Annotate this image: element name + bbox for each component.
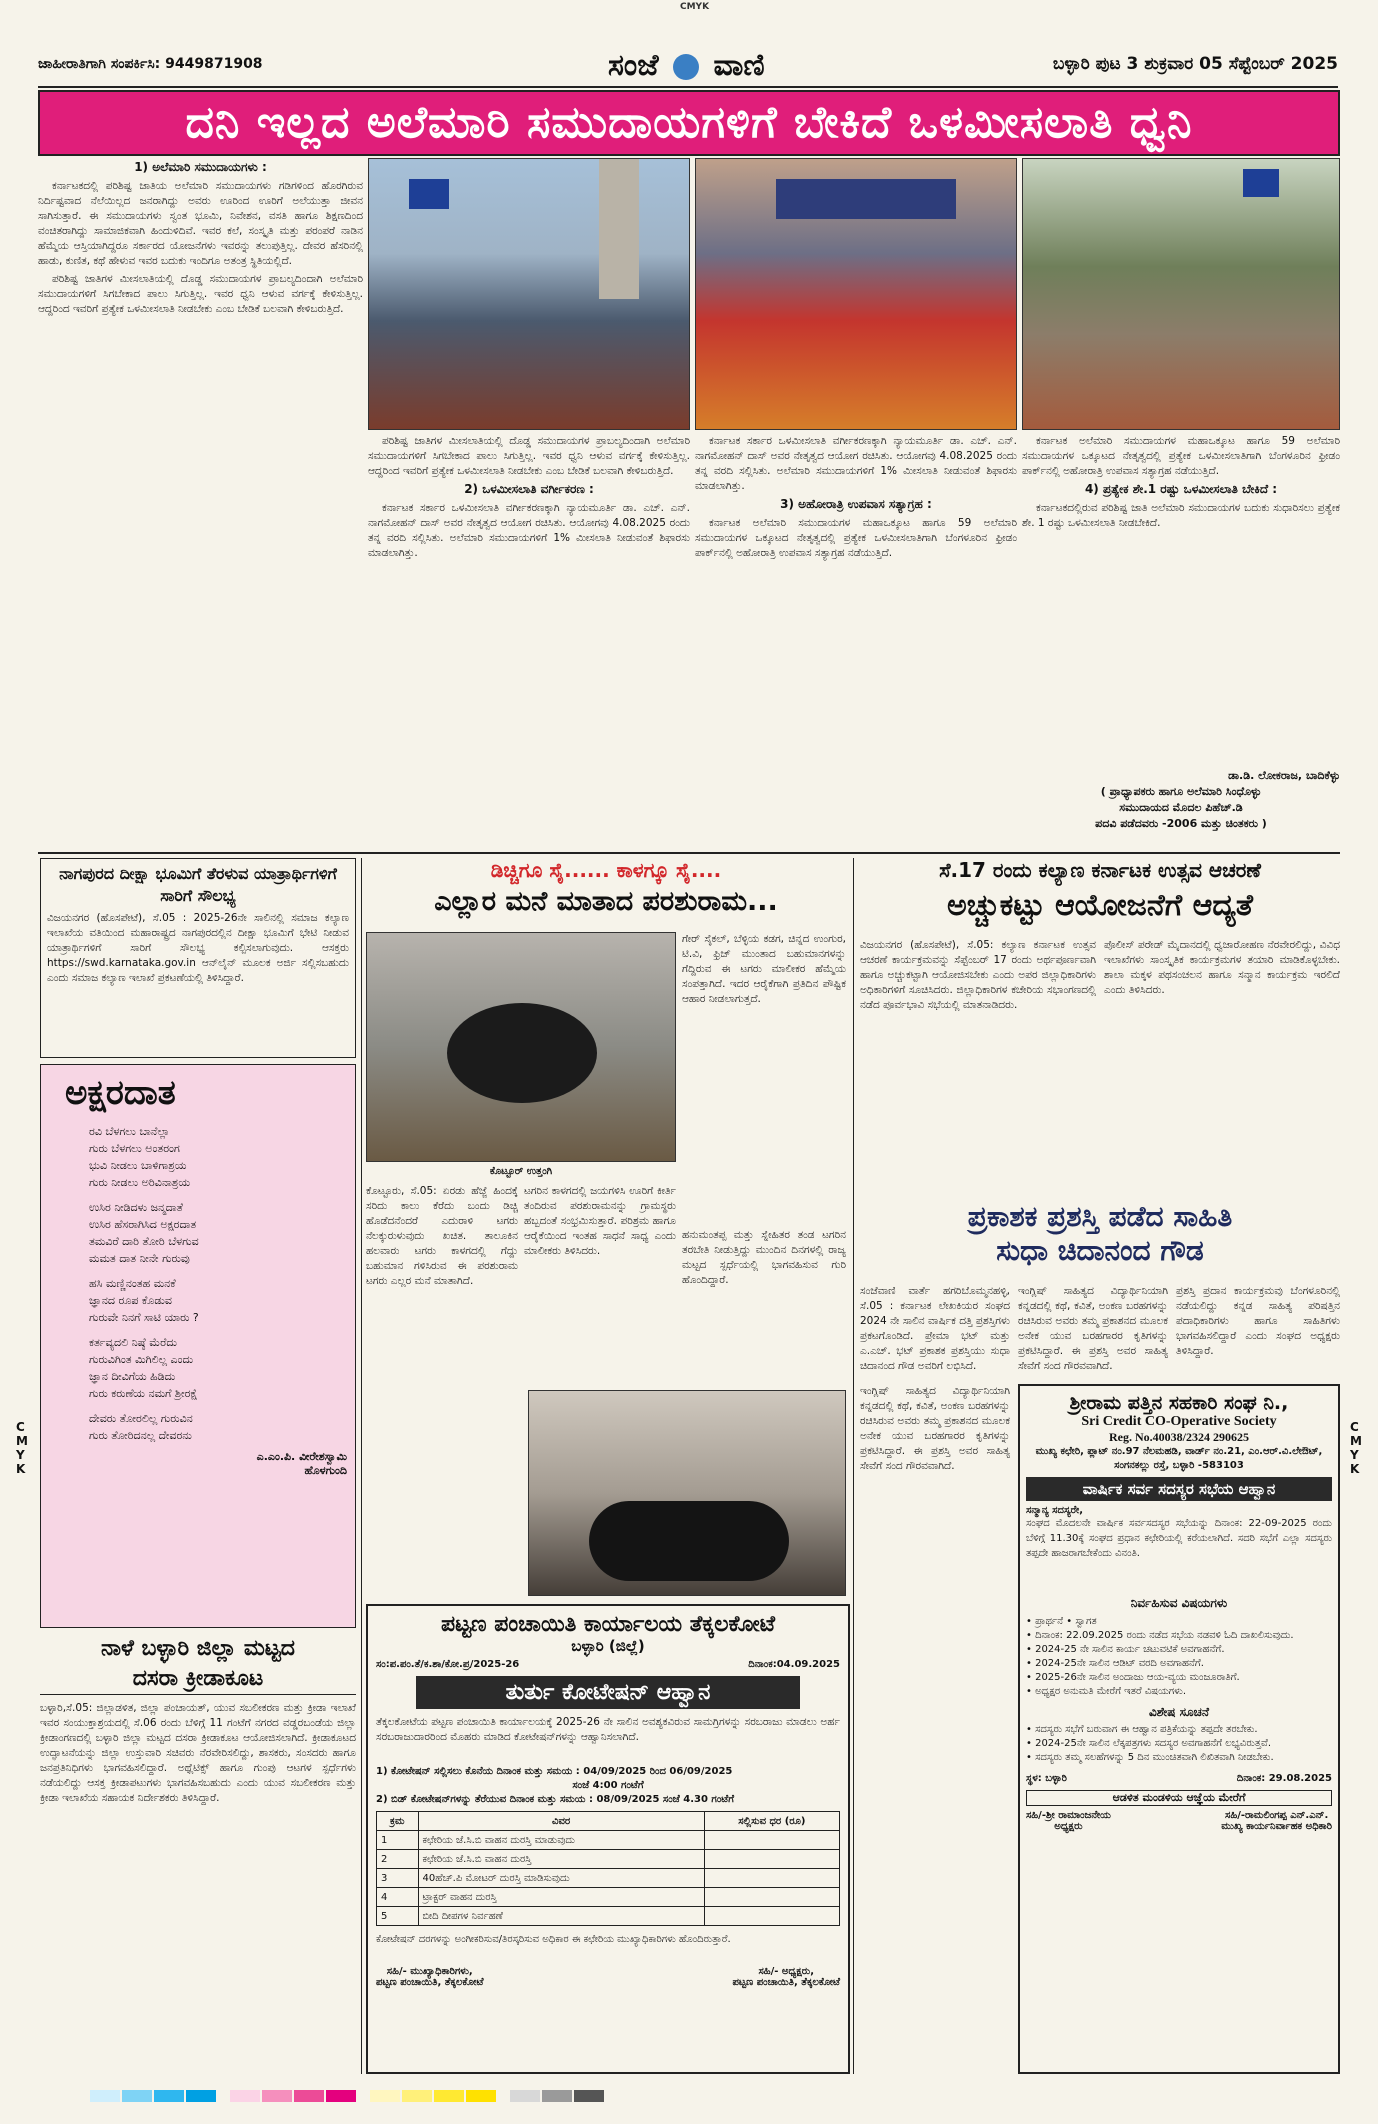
coop-notice	[1018, 1384, 1340, 2074]
tender-ref: ಸಂ:ಪ.ಪಂ.ತೆ/ಕ.ಶಾ/ಕೋ.ಪ್ರ/2025-26	[376, 1659, 520, 1670]
color-bar	[434, 2090, 464, 2102]
sudha-headline-1: ಪ್ರಕಾಶಕ ಪ್ರಶಸ್ತಿ ಪಡೆದ ಸಾಹಿತಿ	[967, 1200, 1233, 1233]
lead-author-role-3: ಪದವಿ ಪಡೆದವರು -2006 ಮತ್ತು ಚಿಂತಕರು )	[1095, 817, 1267, 830]
tender-sign-1: ಸಹಿ/- ಮುಖ್ಯಾಧಿಕಾರಿಗಳು,	[386, 1966, 473, 1977]
ram-icon	[589, 1501, 789, 1581]
masthead-left: ಸಂಜೆ	[608, 48, 659, 83]
table-cell	[704, 1869, 839, 1888]
kalyana-kicker: ಸೆ.17 ರಂದು ಕಲ್ಯಾಣ ಕರ್ನಾಟಕ ಉತ್ಸವ ಆಚರಣೆ	[939, 858, 1261, 882]
lead-photo-3	[1022, 158, 1340, 430]
table-row	[377, 1869, 840, 1888]
color-bar	[510, 2090, 540, 2102]
cmyk-mark-right	[1350, 1420, 1362, 1476]
ram-kicker: ಡಿಚ್ಚಿಗೂ ಸೈ...... ಕಾಳಗ್ಕೂ ಸೈ....	[490, 858, 722, 882]
list-item: • 2024-25ನೇ ಸಾಲಿನ ಆಡಿಟ್ ವರದಿ ಅವಗಾಹನೆಗೆ.	[1026, 1658, 1204, 1669]
ram-col-right: ಗೇರ್ ಸೈಕಲ್, ಬೆಳ್ಳಿಯ ಕಡಗ, ಚಿನ್ನದ ಉಂಗುರ, ಟಿ.ವಿ, ಫ್ರಿಜ್ ಮುಂತಾದ ಬಹುಮಾನಗಳನ್ನು ಗೆದ್ದಿರುವ ಈ ಟಗರು ಮಾಲೀಕರ ಹೆಮ್ಮೆಯ ಸಂಪತ್ತಾಗಿದೆ. ಇದರ ಆರೈಕೆಗಾಗಿ ಪ್ರತಿದಿನ ಪೌಷ್ಟಿಕ ಆಹಾರ ನೀಡಲಾಗುತ್ತದೆ.	[682, 933, 846, 1005]
poem-line: ದೇವರು ತೋರಲಿಲ್ಲ ಗುರುವಿನ	[89, 1412, 193, 1425]
ram-group-photo	[528, 1390, 846, 1596]
kalyana-col-2: ಪೊಲೀಸ್ ಪರೇಡ್ ಮೈದಾನದಲ್ಲಿ ಧ್ವಜಾರೋಹಣ ನೆರವೇರಲಿದ್ದು, ವಿವಿಧ ಇಲಾಖೆಗಳು ಸಾಂಸ್ಕೃತಿಕ ಕಾರ್ಯಕ್ರಮಗಳ ತಯಾರಿ ಮಾಡಿಕೊಳ್ಳಬೇಕು. ಶಾಲಾ ಮಕ್ಕಳ ಪಥಸಂಚಲನ ಹಾಗೂ ಸನ್ಮಾನ ಕಾರ್ಯಕ್ರಮ ಇರಲಿದೆ ಎಂದು ತಿಳಿಸಿದರು.	[1104, 939, 1340, 996]
list-item: • 2024-25 ನೇ ಸಾಲಿನ ಕಾರ್ಯ ಚಟುವಟಿಕೆ ಅವಗಾಹನೆಗೆ.	[1026, 1644, 1225, 1655]
sudha-article	[860, 1200, 1340, 1380]
ram-photo-caption: ಕೊಟ್ಟೂರ್ ಉತ್ತಂಗಿ	[489, 1166, 553, 1177]
ram-article	[366, 858, 846, 1458]
poem-lines	[49, 1123, 347, 1444]
cmyk-letter: Y	[16, 1448, 25, 1462]
table-cell: 40ಹೆಚ್.ಪಿ ಮೋಟರ್ ದುರಸ್ತಿ ಮಾಡಿಸುವುದು	[418, 1869, 704, 1888]
clock-tower-icon	[599, 159, 639, 299]
tender-col-header: ಕ್ರಮ	[377, 1812, 419, 1831]
poem-line: ಉಸಿರ ಹೆಸರಾಗಿಸಿದ ಅಕ್ಷರದಾತ	[89, 1218, 197, 1231]
tender-district: ಬಳ್ಳಾರಿ (ಜಿಲ್ಲೆ)	[571, 1637, 645, 1655]
color-bar	[542, 2090, 572, 2102]
list-item: • ಸದಸ್ಯರು ಸಭೆಗೆ ಬರುವಾಗ ಈ ಆಹ್ವಾನ ಪತ್ರಿಕೆಯನ್ನು ತಪ್ಪದೇ ತರಬೇಕು.	[1026, 1724, 1258, 1735]
tender-col-header: ಸಲ್ಲಿಸುವ ಧರ (ರೂ)	[704, 1812, 839, 1831]
tender-foot: ಕೋಟೇಷನ್ ದರಗಳನ್ನು ಅಂಗೀಕರಿಸುವ/ತಿರಸ್ಕರಿಸುವ ಅಧಿಕಾರ ಈ ಕಛೇರಿಯ ಮುಖ್ಯಾಧಿಕಾರಿಗಳು ಹೊಂದಿರುತ್ತಾರೆ.	[376, 1934, 731, 1945]
lead-col-1	[38, 158, 363, 848]
tender-notice	[366, 1604, 850, 2074]
table-cell	[704, 1888, 839, 1907]
color-bar	[402, 2090, 432, 2102]
tender-date: ದಿನಾಂಕ:04.09.2025	[748, 1659, 840, 1670]
poem-line: ಗುರು ಬೆಳಗಲು ಅಂತರಂಗ	[89, 1142, 180, 1155]
coop-sign-2b: ಮುಖ್ಯ ಕಾರ್ಯನಿರ್ವಾಹಕ ಅಧಿಕಾರಿ	[1221, 1821, 1332, 1832]
lead-sub-3: 3) ಅಹೋರಾತ್ರಿ ಉಪವಾಸ ಸತ್ಯಾಗ್ರಹ :	[780, 497, 932, 511]
diksha-body: ವಿಜಯನಗರ (ಹೊಸಪೇಟೆ), ಸೆ.05 : 2025-26ನೇ ಸಾಲಿನಲ್ಲಿ ಸಮಾಜ ಕಲ್ಯಾಣ ಇಲಾಖೆಯ ವತಿಯಿಂದ ಮಹಾರಾಷ್ಟ್ರದ ನಾಗಪುರದಲ್ಲಿನ ದೀಕ್ಷಾ ಭೂಮಿಗೆ ಭೇಟಿ ನೀಡುವ ಯಾತ್ರಾರ್ಥಿಗಳಿಗೆ ಸಾರಿಗೆ ಸೌಲಭ್ಯ ಕಲ್ಪಿಸಲಾಗುವುದು. ಆಸಕ್ತರು https://swd.karnataka.gov.in ಆನ್‌ಲೈನ್ ಮೂಲಕ ಅರ್ಜಿ ಸಲ್ಲಿಸಬಹುದು ಎಂದು ಸಮಾಜ ಕಲ್ಯಾಣ ಇಲಾಖೆ ಪ್ರಕಟಣೆಯಲ್ಲಿ ತಿಳಿಸಿದ್ದಾರೆ.	[47, 912, 349, 984]
coop-sign-1b: ಅಧ್ಯಕ್ಷರು	[1054, 1821, 1083, 1832]
cmyk-mark-top: CMYK	[680, 2, 710, 12]
poem-line: ಹಸಿ ಮಣ್ಣಿನಂತಹ ಮನಕೆ	[89, 1277, 176, 1290]
tender-title: ಪಟ್ಟಣ ಪಂಚಾಯಿತಿ ಕಾರ್ಯಾಲಯ ತೆಕ್ಕಲಕೋಟೆ	[441, 1612, 775, 1637]
kalyana-col-1: ವಿಜಯನಗರ (ಹೊಸಪೇಟೆ), ಸೆ.05: ಕಲ್ಯಾಣ ಕರ್ನಾಟಕ ಉತ್ಸವ ಆಚರಣೆ ಕಾರ್ಯಕ್ರಮವನ್ನು ಸೆಪ್ಟೆಂಬರ್ 17 ರಂದು ಅರ್ಥಪೂರ್ಣವಾಗಿ ಹಾಗೂ ಅಚ್ಚುಕಟ್ಟಾಗಿ ಆಯೋಜಿಸಬೇಕು ಎಂದು ಅಪರ ಜಿಲ್ಲಾಧಿಕಾರಿಗಳು ಅಧಿಕಾರಿಗಳಿಗೆ ಸೂಚಿಸಿದರು. ಜಿಲ್ಲಾಧಿಕಾರಿಗಳ ಕಚೇರಿಯ ಸಭಾಂಗಣದಲ್ಲಿ ನಡೆದ ಪೂರ್ವಭಾವಿ ಸಭೆಯಲ್ಲಿ ಮಾತನಾಡಿದರು.	[860, 939, 1096, 1011]
sudha-col-2: ಇಂಗ್ಲಿಷ್ ಸಾಹಿತ್ಯದ ವಿದ್ಯಾರ್ಥಿನಿಯಾಗಿ ಕನ್ನಡದಲ್ಲಿ ಕಥೆ, ಕವಿತೆ, ಅಂಕಣ ಬರಹಗಳನ್ನು ರಚಿಸಿರುವ ಅವರು ತಮ್ಮ ಪ್ರಕಾಶನದ ಮೂಲಕ ಅನೇಕ ಯುವ ಬರಹಗಾರರ ಕೃತಿಗಳನ್ನು ಪ್ರಕಟಿಸಿದ್ದಾರೆ. ಈ ಪ್ರಶಸ್ತಿ ಅವರ ಸಾಹಿತ್ಯ ಸೇವೆಗೆ ಸಂದ ಗೌರವವಾಗಿದೆ.	[1018, 1285, 1168, 1372]
sudha-cont: ಇಂಗ್ಲಿಷ್ ಸಾಹಿತ್ಯದ ವಿದ್ಯಾರ್ಥಿನಿಯಾಗಿ ಕನ್ನಡದಲ್ಲಿ ಕಥೆ, ಕವಿತೆ, ಅಂಕಣ ಬರಹಗಳನ್ನು ರಚಿಸಿರುವ ಅವರು ತಮ್ಮ ಪ್ರಕಾಶನದ ಮೂಲಕ ಅನೇಕ ಯುವ ಬರಹಗಾರರ ಕೃತಿಗಳನ್ನು ಪ್ರಕಟಿಸಿದ್ದಾರೆ. ಈ ಪ್ರಶಸ್ತಿ ಅವರ ಸಾಹಿತ್ಯ ಸೇವೆಗೆ ಸಂದ ಗೌರವವಾಗಿದೆ.	[860, 1385, 1010, 1472]
flag-icon	[1243, 169, 1279, 197]
lead-col-3b-text: ಕರ್ನಾಟಕ ಸರ್ಕಾರ ಒಳಮೀಸಲಾತಿ ವರ್ಗೀಕರಣಕ್ಕಾಗಿ ನ್ಯಾಯಮೂರ್ತಿ ಡಾ. ಎಚ್. ಎನ್. ನಾಗಮೋಹನ್ ದಾಸ್ ಅವರ ನೇತೃತ್ವದ ಆಯೋಗ ರಚಿಸಿತು. ಆಯೋಗವು 4.08.2025 ರಂದು ತನ್ನ ವರದಿ ಸಲ್ಲಿಸಿತು. ಅಲೆಮಾರಿ ಸಮುದಾಯಗಳಿಗೆ 1% ಮೀಸಲಾತಿ ನೀಡುವಂತೆ ಶಿಫಾರಸು ಮಾಡಲಾಗಿತ್ತು.	[695, 435, 1017, 492]
tender-deadline-label: 1) ಕೋಟೇಷನ್ ಸಲ್ಲಿಸಲು ಕೊನೆಯ ದಿನಾಂಕ ಮತ್ತು ಸಮಯ	[376, 1766, 573, 1777]
lead-headline: ದನಿ ಇಲ್ಲದ ಅಲೆಮಾರಿ ಸಮುದಾಯಗಳಿಗೆ ಬೇಕಿದೆ ಒಳಮೀಸಲಾತಿ ಧ್ವನಿ	[38, 90, 1340, 156]
sudha-col-3: ಪ್ರಶಸ್ತಿ ಪ್ರದಾನ ಕಾರ್ಯಕ್ರಮವು ಬೆಂಗಳೂರಿನಲ್ಲಿ ನಡೆಯಲಿದ್ದು ಕನ್ನಡ ಸಾಹಿತ್ಯ ಪರಿಷತ್ತಿನ ಪದಾಧಿಕಾರಿಗಳು ಹಾಗೂ ಸಾಹಿತಿಗಳು ಭಾಗವಹಿಸಲಿದ್ದಾರೆ ಎಂದು ಸಂಘದ ಅಧ್ಯಕ್ಷರು ತಿಳಿಸಿದ್ದಾರೆ.	[1176, 1285, 1340, 1357]
masthead-logo-icon	[673, 54, 699, 80]
table-cell: 5	[377, 1907, 419, 1926]
list-item: • ದಿನಾಂಕ: 22.09.2025 ರಂದು ನಡೆದ ಸಭೆಯ ನಡವಳಿ ಓದಿ ದಾಖಲಿಸುವುದು.	[1026, 1630, 1294, 1641]
ram-headline: ಎಲ್ಲಾರ ಮನೆ ಮಾತಾದ ಪರಶುರಾಮ...	[434, 886, 778, 917]
lead-col-5-text: ಕರ್ನಾಟಕದಲ್ಲಿರುವ ಪರಿಶಿಷ್ಟ ಜಾತಿ ಅಲೆಮಾರಿ ಸಮುದಾಯಗಳ ಬದುಕು ಸುಧಾರಿಸಲು ಪ್ರತ್ಯೇಕ ಶೇ. 1 ರಷ್ಟು ಒಳಮೀಸಲಾತಿ ನೀಡಬೇಕಿದೆ.	[1022, 502, 1340, 529]
lead-author: ಡಾ.ಡಿ. ಲೋಕರಾಜ, ಬಾದಿಕೆಳ್ಳು	[1228, 769, 1340, 782]
sudha-col-1: ಸಂಜೆವಾಣಿ ವಾರ್ತೆ ಹಗರಿಬೊಮ್ಮನಹಳ್ಳಿ, ಸೆ.05 : ಕರ್ನಾಟಕ ಲೇಖಕಿಯರ ಸಂಘದ 2024 ನೇ ಸಾಲಿನ ವಾರ್ಷಿಕ ದತ್ತಿ ಪ್ರಶಸ್ತಿಗಳು ಪ್ರಕಟಗೊಂಡಿದೆ. ಪ್ರೇಮಾ ಭಟ್ ಮತ್ತು ಎ.ಎಚ್. ಭಟ್ ಪ್ರಕಾಶಕ ಪ್ರಶಸ್ತಿಯು ಸುಧಾ ಚಿದಾನಂದ ಗೌಡ ಅವರಿಗೆ ಲಭಿಸಿದೆ.	[860, 1285, 1010, 1372]
lead-col-4	[1022, 434, 1340, 764]
coop-address: ಮುಖ್ಯ ಕಛೇರಿ, ಪ್ಲಾಟ್ ನಂ.97 ನೆಲಮಹಡಿ, ವಾರ್ಡ್ ನಂ.21, ಎಂ.ಆರ್.ವಿ.ಲೇಔಟ್, ಸಂಗನಕಲ್ಲು ರಸ್ತೆ, ಬಳ್ಳಾರಿ -583103	[1035, 1446, 1323, 1471]
lead-photo-1	[368, 158, 690, 430]
coop-body: ಸಂಘದ ಮೊದಲನೇ ವಾರ್ಷಿಕ ಸರ್ವಸದಸ್ಯರ ಸಭೆಯನ್ನು ದಿನಾಂಕ: 22-09-2025 ರಂದು ಬೆಳಿಗ್ಗೆ 11.30ಕ್ಕೆ ಸಂಘದ ಪ್ರಧಾನ ಕಛೇರಿಯಲ್ಲಿ ಕರೆಯಲಾಗಿದೆ. ಸದರಿ ಸಭೆಗೆ ಎಲ್ಲಾ ಸದಸ್ಯರು ತಪ್ಪದೇ ಹಾಜರಾಗಬೇಕೆಂದು ವಿನಂತಿ.	[1026, 1518, 1332, 1559]
poem-line: ಜ್ಞಾನದ ರೂಪ ಕೊಡುವ	[89, 1294, 172, 1307]
table-cell: 3	[377, 1869, 419, 1888]
lead-col-3-intro: ಪರಿಶಿಷ್ಟ ಜಾತಿಗಳ ಮೀಸಲಾತಿಯಲ್ಲಿ ದೊಡ್ಡ ಸಮುದಾಯಗಳ ಪ್ರಾಬಲ್ಯದಿಂದಾಗಿ ಅಲೆಮಾರಿ ಸಮುದಾಯಗಳಿಗೆ ಸಿಗಬೇಕಾದ ಪಾಲು ಸಿಗುತ್ತಿಲ್ಲ. ಇವರ ಧ್ವನಿ ಆಳುವ ವರ್ಗಕ್ಕೆ ಕೇಳಿಸುತ್ತಿಲ್ಲ. ಆದ್ದರಿಂದ ಇವರಿಗೆ ಪ್ರತ್ಯೇಕ ಒಳಮೀಸಲಾತಿ ನೀಡಬೇಕು ಎಂಬ ಬೇಡಿಕೆ ಬಲವಾಗಿ ಕೇಳಿಬರುತ್ತಿದೆ.	[368, 435, 690, 477]
ram-col-1: ಕೊಟ್ಟೂರು, ಸೆ.05: ಏರಡು ಹೆಜ್ಜೆ ಹಿಂದಕ್ಕೆ ಸರಿದು ಕಾಲು ಕೆರೆದು ಬಂದು ಡಿಚ್ಚಿ ಹೊಡೆದನೆಂದರೆ ಎದುರಾಳಿ ಟಗರು ನೆಲಕ್ಕುರುಳುವುದು ಖಚಿತ. ತಾಲೂಕಿನ ಹಲವಾರು ಟಗರು ಕಾಳಗದಲ್ಲಿ ಗೆದ್ದು ಬಹುಮಾನ ಗಳಿಸಿರುವ ಈ ಪರಶುರಾಮ ಟಗರು ಎಲ್ಲರ ಮನೆ ಮಾತಾಗಿದೆ.	[366, 1185, 518, 1287]
cmyk-letter: C	[16, 1420, 25, 1434]
tender-table	[376, 1811, 840, 1926]
color-bar	[90, 2090, 120, 2102]
masthead	[608, 48, 765, 84]
table-cell: 2	[377, 1850, 419, 1869]
color-bar	[122, 2090, 152, 2102]
table-cell: ಟ್ರಾಕ್ಟರ್ ವಾಹನ ದುರಸ್ತಿ	[418, 1888, 704, 1907]
list-item: • ಸದಸ್ಯರು ತಮ್ಮ ಸಲಹೆಗಳನ್ನು 5 ದಿನ ಮುಂಚಿತವಾಗಿ ಲಿಖಿತವಾಗಿ ನೀಡಬೇಕು.	[1026, 1752, 1274, 1763]
diksha-article	[40, 858, 356, 1058]
masthead-right: ವಾಣಿ	[713, 48, 765, 83]
poem-place: ಹೊಳಗುಂದಿ	[304, 1464, 347, 1477]
coop-agenda-title: ನಿರ್ವಹಿಸುವ ವಿಷಯಗಳು	[1130, 1596, 1228, 1610]
lead-sub-2: 2) ಒಳಮೀಸಲಾತಿ ವರ್ಗೀಕರಣ :	[464, 482, 594, 496]
table-cell: ಕಛೇರಿಯ ಜೆ.ಸಿ.ಬಿ ವಾಹನ ದುರಸ್ತಿ	[418, 1850, 704, 1869]
lead-col-2-text: ಪರಿಶಿಷ್ಟ ಜಾತಿಗಳ ಮೀಸಲಾತಿಯಲ್ಲಿ ದೊಡ್ಡ ಸಮುದಾಯಗಳ ಪ್ರಾಬಲ್ಯದಿಂದಾಗಿ ಅಲೆಮಾರಿ ಸಮುದಾಯಗಳಿಗೆ ಸಿಗಬೇಕಾದ ಪಾಲು ಸಿಗುತ್ತಿಲ್ಲ. ಇವರ ಧ್ವನಿ ಆಳುವ ವರ್ಗಕ್ಕೆ ಕೇಳಿಸುತ್ತಿಲ್ಲ. ಆದ್ದರಿಂದ ಇವರಿಗೆ ಪ್ರತ್ಯೇಕ ಒಳಮೀಸಲಾತಿ ನೀಡಬೇಕು ಎಂಬ ಬೇಡಿಕೆ ಬಲವಾಗಿ ಕೇಳಿಬರುತ್ತಿದೆ.	[38, 273, 363, 315]
poem-title: ಅಕ್ಷರದಾತ	[65, 1073, 176, 1113]
poem-line: ಗುರುವೇ ನಿನಗೆ ಸಾಟಿ ಯಾರು ?	[89, 1311, 199, 1324]
coop-sign-2: ಸಹಿ/-ರಾಮಲಿಂಗಪ್ಪ ಎನ್.ಎನ್.	[1225, 1810, 1329, 1821]
color-bar	[230, 2090, 260, 2102]
coop-reg: Reg. No.40038/2324 290625	[1109, 1430, 1249, 1444]
tender-deadline-time: ಸಂಜೆ 4:00 ಗಂಟೆಗೆ	[572, 1780, 644, 1791]
poem-line: ಗುರು ಕರುಣೆಯ ನಮಗೆ ಶ್ರೀರಕ್ಷೆ	[89, 1387, 198, 1400]
tender-open-value: 08/09/2025 ಸಂಜೆ 4.30 ಗಂಟೆಗೆ	[596, 1794, 735, 1805]
poem-line: ಭುವಿ ನೀಡಲು ಬಾಳಿಗಾಶ್ರಯ	[89, 1159, 187, 1172]
coop-greet: ಸನ್ಮಾನ್ಯ ಸದಸ್ಯರೇ,	[1026, 1505, 1084, 1516]
cmyk-letter: K	[16, 1462, 26, 1476]
table-cell	[704, 1907, 839, 1926]
tender-sign-2b: ಪಟ್ಟಣ ಪಂಚಾಯಿತಿ, ತೆಕ್ಕಲಕೋಟೆ	[732, 1977, 840, 1988]
list-item: • ಅಧ್ಯಕ್ಷರ ಅನುಮತಿ ಮೇರೆಗೆ ಇತರೆ ವಿಷಯಗಳು.	[1026, 1686, 1187, 1697]
coop-title: ಶ್ರೀರಾಮ ಪತ್ತಿನ ಸಹಕಾರಿ ಸಂಘ ನಿ.,	[1069, 1392, 1289, 1414]
coop-notice-title: ವಾರ್ಷಿಕ ಸರ್ವ ಸದಸ್ಯರ ಸಭೆಯ ಆಹ್ವಾನ	[1026, 1477, 1332, 1501]
lead-byline	[1022, 768, 1340, 832]
dasara-article	[40, 1634, 356, 2074]
color-bar	[326, 2090, 356, 2102]
poem-line	[49, 1326, 347, 1334]
coop-board: ಆಡಳಿತ ಮಂಡಳಿಯ ಆಜ್ಞೆಯ ಮೇರೆಗೆ	[1026, 1790, 1332, 1806]
coop-special	[1026, 1723, 1332, 1765]
list-item: • ಪ್ರಾರ್ಥನೆ • ಸ್ವಾಗತ	[1026, 1616, 1097, 1627]
lead-col-4b-text: ಕರ್ನಾಟಕ ಅಲೆಮಾರಿ ಸಮುದಾಯಗಳ ಮಹಾಒಕ್ಕೂಟ ಹಾಗೂ 59 ಅಲೆಮಾರಿ ಸಮುದಾಯಗಳ ಒಕ್ಕೂಟದ ನೇತೃತ್ವದಲ್ಲಿ ಪ್ರತ್ಯೇಕ ಒಳಮೀಸಲಾತಿಗಾಗಿ ಬೆಂಗಳೂರಿನ ಫ್ರೀಡಂ ಪಾರ್ಕ್‌ನಲ್ಲಿ ಅಹೋರಾತ್ರಿ ಉಪವಾಸ ಸತ್ಯಾಗ್ರಹ ನಡೆಯುತ್ತಿದೆ.	[1022, 435, 1340, 477]
tender-notice-title: ತುರ್ತು ಕೋಟೇಷನ್ ಆಹ್ವಾನ	[416, 1676, 800, 1709]
table-row	[377, 1831, 840, 1850]
poem-box	[40, 1064, 356, 1628]
cmyk-letter: M	[1350, 1434, 1362, 1448]
lead-col-2	[368, 434, 690, 848]
coop-agenda	[1026, 1615, 1332, 1699]
table-cell: ಕಛೇರಿಯ ಜೆ.ಸಿ.ಬಿ ವಾಹನ ದುರಸ್ತಿ ಮಾಡುವುದು	[418, 1831, 704, 1850]
lead-col-1-text: ಕರ್ನಾಟಕದಲ್ಲಿ ಪರಿಶಿಷ್ಟ ಜಾತಿಯ ಅಲೆಮಾರಿ ಸಮುದಾಯಗಳು ಗಡಿಗಳಿಂದ ಹೊರಗಿರುವ ನಿರ್ದಿಷ್ಟವಾದ ನೆಲೆಯಿಲ್ಲದ ಜನರಾಗಿದ್ದು ಅವರು ಊರಿಂದ ಊರಿಗೆ ಅಲೆಯುತ್ತಾ ಜೀವನ ಸಾಗಿಸುತ್ತಾರೆ. ಈ ಸಮುದಾಯಗಳು ಸ್ವಂತ ಭೂಮಿ, ನಿವೇಶನ, ವಸತಿ ಹಾಗೂ ಶಿಕ್ಷಣದಿಂದ ವಂಚಿತರಾಗಿದ್ದು ಸಾಮಾಜಿಕವಾಗಿ ಹಿಂದುಳಿದಿವೆ. ಇವರ ಕಲೆ, ಸಂಸ್ಕೃತಿ ಮತ್ತು ಪರಂಪರೆ ನಾಡಿನ ಹೆಮ್ಮೆಯ ಆಸ್ತಿಯಾಗಿದ್ದರೂ ಸರ್ಕಾರದ ಯೋಜನೆಗಳು ಇವರನ್ನು ತಲುಪುತ್ತಿಲ್ಲ. ದೇವರ ಹೆಸರಿನಲ್ಲಿ ಹಾಡು, ಕುಣಿತ, ಕಥೆ ಹೇಳುವ ಇವರ ಬದುಕು ಇಂದಿಗೂ ಅತಂತ್ರ ಸ್ಥಿತಿಯಲ್ಲಿದೆ.	[38, 180, 363, 267]
coop-date: ದಿನಾಂಕ: 29.08.2025	[1236, 1773, 1332, 1784]
coop-sign-1: ಸಹಿ/-ಶ್ರೀ ರಾಮಾಂಜನೇಯ	[1026, 1810, 1111, 1821]
color-bar	[466, 2090, 496, 2102]
dasara-headline-1: ನಾಳೆ ಬಳ್ಳಾರಿ ಜಿಲ್ಲಾ ಮಟ್ಟದ	[101, 1636, 295, 1661]
tender-open: 2) ಬಿಡ್ ಕೋಟೇಷನ್‌ಗಳನ್ನು ತೆರೆಯುವ ದಿನಾಂಕ ಮತ್ತು ಸಮಯ : 08/09/2025 ಸಂಜೆ 4.30 ಗಂಟೆಗೆ	[376, 1794, 735, 1805]
poem-line	[49, 1402, 347, 1410]
color-bar	[294, 2090, 324, 2102]
ram-col-2: ಟಗರಿನ ಕಾಳಗದಲ್ಲಿ ಜಯಗಳಿಸಿ ಊರಿಗೆ ಕೀರ್ತಿ ತಂದಿರುವ ಪರಶುರಾಮನನ್ನು ಗ್ರಾಮಸ್ಥರು ಹಬ್ಬದಂತೆ ಸಂಭ್ರಮಿಸುತ್ತಾರೆ. ಪರಿಶ್ರಮ ಹಾಗೂ ಆರೈಕೆಯಿಂದ ಇಂತಹ ಸಾಧನೆ ಸಾಧ್ಯ ಎಂದು ಮಾಲೀಕರು ತಿಳಿಸಿದರು.	[524, 1185, 676, 1257]
cmyk-letter: C	[1350, 1420, 1359, 1434]
kalyana-headline: ಅಚ್ಚುಕಟ್ಟು ಆಯೋಜನೆಗೆ ಆದ್ಯತೆ	[946, 888, 1253, 923]
cmyk-letter: K	[1350, 1462, 1360, 1476]
poem-line: ಗುರುವಿಗಿಂತ ಮಿಗಿಲಿಲ್ಲ ಎಂದು	[89, 1353, 194, 1366]
poem-line	[49, 1267, 347, 1275]
poem-line: ಕರ್ತವ್ಯದಲಿ ನಿಷ್ಠೆ ಮೆರೆದು	[89, 1336, 177, 1349]
ad-contact: ಜಾಹೀರಾತಿಗಾಗಿ ಸಂಪರ್ಕಿಸಿ: 9449871908	[38, 56, 263, 72]
coop-title-en: Sri Credit CO-Operative Society	[1081, 1414, 1277, 1429]
color-bar	[154, 2090, 184, 2102]
lead-author-role: ( ಪ್ರಾಧ್ಯಾಪಕರು ಹಾಗೂ ಅಲೆಮಾರಿ ಸಿಂಧೊಳ್ಳು	[1100, 785, 1262, 798]
table-cell: 4	[377, 1888, 419, 1907]
lead-col-4-text: ಕರ್ನಾಟಕ ಅಲೆಮಾರಿ ಸಮುದಾಯಗಳ ಮಹಾಒಕ್ಕೂಟ ಹಾಗೂ 59 ಅಲೆಮಾರಿ ಸಮುದಾಯಗಳ ಒಕ್ಕೂಟದ ನೇತೃತ್ವದಲ್ಲಿ ಪ್ರತ್ಯೇಕ ಒಳಮೀಸಲಾತಿಗಾಗಿ ಬೆಂಗಳೂರಿನ ಫ್ರೀಡಂ ಪಾರ್ಕ್‌ನಲ್ಲಿ ಅಹೋರಾತ್ರಿ ಉಪವಾಸ ಸತ್ಯಾಗ್ರಹ ನಡೆಯುತ್ತಿದೆ.	[695, 517, 1017, 559]
table-row	[377, 1888, 840, 1907]
tender-body: ತೆಕ್ಕಲಕೋಟೆಯ ಪಟ್ಟಣ ಪಂಚಾಯಿತಿ ಕಾರ್ಯಾಲಯಕ್ಕೆ 2025-26 ನೇ ಸಾಲಿನ ಅವಶ್ಯಕವಿರುವ ಸಾಮಗ್ರಿಗಳನ್ನು ಸರಬರಾಜು ಮಾಡಲು ಅರ್ಹ ಸರಬರಾಜುದಾರರಿಂದ ಮೊಹರು ಮಾಡಿದ ಕೋಟೇಷನ್‌ಗಳನ್ನು ಆಹ್ವಾನಿಸಲಾಗಿದೆ.	[376, 1716, 840, 1743]
table-cell	[704, 1850, 839, 1869]
lead-sub-4: 4) ಪ್ರತ್ಯೇಕ ಶೇ.1 ರಷ್ಟು ಒಳಮೀಸಲಾತಿ ಬೇಕಿದೆ :	[1084, 482, 1278, 496]
table-cell: ಬೀದಿ ದೀಪಗಳ ನಿರ್ವಹಣೆ	[418, 1907, 704, 1926]
lead-col-3	[695, 434, 1017, 848]
table-cell: 1	[377, 1831, 419, 1850]
poem-line: ಜ್ಞಾನ ದೀವಿಗೆಯ ಹಿಡಿದು	[89, 1370, 176, 1383]
coop-place: ಸ್ಥಳ: ಬಳ್ಳಾರಿ	[1026, 1773, 1067, 1784]
ram-icon	[447, 1003, 597, 1103]
stage-banner-icon	[776, 179, 956, 219]
tender-deadline: 1) ಕೋಟೇಷನ್ ಸಲ್ಲಿಸಲು ಕೊನೆಯ ದಿನಾಂಕ ಮತ್ತು ಸಮಯ : 04/09/2025 ರಿಂದ 06/09/2025	[376, 1766, 733, 1777]
lead-col-3-text: ಕರ್ನಾಟಕ ಸರ್ಕಾರ ಒಳಮೀಸಲಾತಿ ವರ್ಗೀಕರಣಕ್ಕಾಗಿ ನ್ಯಾಯಮೂರ್ತಿ ಡಾ. ಎಚ್. ಎನ್. ನಾಗಮೋಹನ್ ದಾಸ್ ಅವರ ನೇತೃತ್ವದ ಆಯೋಗ ರಚಿಸಿತು. ಆಯೋಗವು 4.08.2025 ರಂದು ತನ್ನ ವರದಿ ಸಲ್ಲಿಸಿತು. ಅಲೆಮಾರಿ ಸಮುದಾಯಗಳಿಗೆ 1% ಮೀಸಲಾತಿ ನೀಡುವಂತೆ ಶಿಫಾರಸು ಮಾಡಲಾಗಿತ್ತು.	[368, 502, 690, 559]
tender-open-label: 2) ಬಿಡ್ ಕೋಟೇಷನ್‌ಗಳನ್ನು ತೆರೆಯುವ ದಿನಾಂಕ ಮತ್ತು ಸಮಯ	[376, 1794, 586, 1805]
poem-line: ಮಮತ ದಾತ ನೀನೇ ಗುರುವು	[89, 1252, 190, 1265]
tender-deadline-value: 04/09/2025 ರಿಂದ 06/09/2025	[583, 1766, 733, 1777]
cmyk-mark-left	[16, 1420, 28, 1476]
dateline: ಬಳ್ಳಾರಿ ಪುಟ 3 ಶುಕ್ರವಾರ 05 ಸೆಪ್ಟೆಂಬರ್ 2025	[1052, 54, 1338, 74]
table-cell	[704, 1831, 839, 1850]
table-row	[377, 1907, 840, 1926]
color-bar	[186, 2090, 216, 2102]
poem-line: ಗುರು ತೋರಿದನಲ್ಲ ದೇವರನು	[89, 1429, 192, 1442]
poem-line: ಉಸಿರ ನೀಡಿದಳು ಜನ್ಮದಾತೆ	[89, 1201, 183, 1214]
lead-author-role-2: ಸಮುದಾಯದ ಮೊದಲ ಪಿಹೆಚ್.ಡಿ	[1119, 801, 1243, 814]
poem-line: ಗುರು ನೀಡಲು ಅರಿವಿನಾಶ್ರಯ	[89, 1176, 191, 1189]
color-bar	[574, 2090, 604, 2102]
lead-sub-1: 1) ಅಲೆಮಾರಿ ಸಮುದಾಯಗಳು :	[134, 160, 267, 174]
color-bar	[370, 2090, 400, 2102]
tender-sign-2: ಸಹಿ/- ಅಧ್ಯಕ್ಷರು,	[758, 1966, 815, 1977]
kalyana-article	[860, 858, 1340, 1188]
poem-line	[49, 1191, 347, 1199]
list-item: • 2024-25ನೇ ಸಾಲಿನ ಲೆಕ್ಕಪತ್ರಗಳು ಸದಸ್ಯರ ಅವಗಾಹನೆಗೆ ಲಭ್ಯವಿರುತ್ತವೆ.	[1026, 1738, 1272, 1749]
divider	[38, 852, 1340, 854]
column-rule	[853, 858, 854, 2074]
coop-special-title: ವಿಶೇಷ ಸೂಚನೆ	[1149, 1705, 1209, 1719]
ram-photo	[366, 932, 676, 1162]
table-row	[377, 1850, 840, 1869]
dasara-body: ಬಳ್ಳಾರಿ,ಸೆ.05: ಜಿಲ್ಲಾಡಳಿತ, ಜಿಲ್ಲಾ ಪಂಚಾಯತ್, ಯುವ ಸಬಲೀಕರಣ ಮತ್ತು ಕ್ರೀಡಾ ಇಲಾಖೆ ಇವರ ಸಂಯುಕ್ತಾಶ್ರಯದಲ್ಲಿ ಸೆ.06 ರಂದು ಬೆಳಿಗ್ಗೆ 11 ಗಂಟೆಗೆ ನಗರದ ವಡ್ಡರಬಂಡೆಯ ಜಿಲ್ಲಾ ಕ್ರೀಡಾಂಗಣದಲ್ಲಿ ಬಳ್ಳಾರಿ ಜಿಲ್ಲಾ ಮಟ್ಟದ ದಸರಾ ಕ್ರೀಡಾಕೂಟ ಆಯೋಜಿಸಲಾಗಿದೆ. ಕ್ರೀಡಾಕೂಟದ ಉದ್ಘಾಟನೆಯನ್ನು ಜಿಲ್ಲಾ ಉಸ್ತುವಾರಿ ಸಚಿವರು ನೆರವೇರಿಸಲಿದ್ದು, ಶಾಸಕರು, ಸಂಸದರು ಹಾಗೂ ಜನಪ್ರತಿನಿಧಿಗಳು ಭಾಗವಹಿಸಲಿದ್ದಾರೆ. ಅಥ್ಲೆಟಿಕ್ಸ್ ಹಾಗೂ ಗುಂಪು ಆಟಗಳ ಸ್ಪರ್ಧೆಗಳು ನಡೆಯಲಿದ್ದು ಆಸಕ್ತ ಕ್ರೀಡಾಪಟುಗಳು ಭಾಗವಹಿಸಬಹುದು ಎಂದು ಯುವ ಸಬಲೀಕರಣ ಮತ್ತು ಕ್ರೀಡಾ ಇಲಾಖೆಯ ಸಹಾಯಕ ನಿರ್ದೇಶಕರು ತಿಳಿಸಿದ್ದಾರೆ.	[40, 1702, 356, 1804]
lead-photo-2	[695, 158, 1017, 430]
ram-col-3: ಹನುಮಂತಪ್ಪ ಮತ್ತು ಸ್ನೇಹಿತರ ತಂಡ ಟಗರಿನ ತರಬೇತಿ ನೀಡುತ್ತಿದ್ದು ಮುಂದಿನ ದಿನಗಳಲ್ಲಿ ರಾಜ್ಯ ಮಟ್ಟದ ಸ್ಪರ್ಧೆಯಲ್ಲಿ ಭಾಗವಹಿಸುವ ಗುರಿ ಹೊಂದಿದ್ದಾರೆ.	[682, 1229, 846, 1286]
cmyk-letter: M	[16, 1434, 28, 1448]
flag-icon	[409, 179, 449, 209]
dasara-headline-2: ದಸರಾ ಕ್ರೀಡಾಕೂಟ	[40, 1664, 356, 1695]
color-bars	[90, 2090, 630, 2104]
header-bar	[38, 48, 1338, 88]
sudha-headline-2: ಸುಧಾ ಚಿದಾನಂದ ಗೌಡ	[996, 1234, 1204, 1267]
column-rule	[361, 858, 362, 2074]
poem-line: ತಮವಿರೆ ದಾರಿ ತೋರಿ ಬೆಳಗುವ	[89, 1235, 199, 1248]
list-item: • 2025-26ನೇ ಸಾಲಿನ ಅಂದಾಜು ಆಯ-ವ್ಯಯ ಮಂಜೂರಾತಿಗೆ.	[1026, 1672, 1240, 1683]
cmyk-letter: Y	[1350, 1448, 1359, 1462]
color-bar	[262, 2090, 292, 2102]
tender-col-header: ವಿವರ	[418, 1812, 704, 1831]
diksha-headline: ನಾಗಪುರದ ದೀಕ್ಷಾ ಭೂಮಿಗೆ ತೆರಳುವ ಯಾತ್ರಾರ್ಥಿಗಳಿಗೆ ಸಾರಿಗೆ ಸೌಲಭ್ಯ	[59, 864, 337, 905]
poem-author: ಎ.ಎಂ.ಪಿ. ವೀರೇಶಸ್ವಾಮಿ	[256, 1450, 347, 1463]
tender-sign-1b: ಪಟ್ಟಣ ಪಂಚಾಯಿತಿ, ತೆಕ್ಕಲಕೋಟೆ	[376, 1977, 484, 1988]
poem-line: ರವಿ ಬೆಳಗಲು ಬಾನೆಲ್ಲಾ	[89, 1125, 170, 1138]
